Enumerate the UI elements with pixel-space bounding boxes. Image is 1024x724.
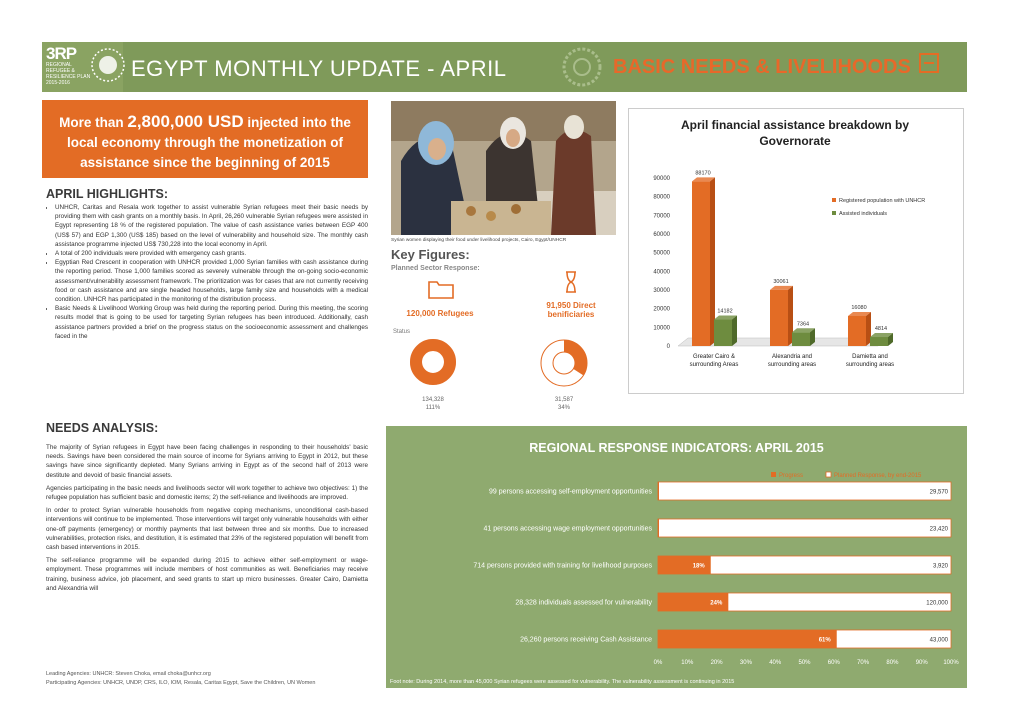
progress-label: 61%	[818, 637, 831, 644]
legend-swatch-progress	[771, 472, 776, 477]
bar-value-label: 4814	[874, 326, 888, 333]
progress-label: 24%	[710, 600, 723, 607]
highlight-amount: 2,800,000 USD	[127, 112, 244, 131]
y-tick-label: 80000	[653, 194, 670, 201]
sector-emblem-icon	[560, 45, 604, 89]
needs-analysis-text	[46, 443, 368, 653]
highlight-bullet: • A total of 200 individuals were provided with emergency cash grants.	[55, 249, 368, 258]
needs-paragraph: In order to protect Syrian vulnerable households from negative coping mechanisms, unconditional cash-based interventions will continue to be implemented. Those interventions will target only vulnerable households with either one-off payments (emergency) or monthly payments that last between three and six months. Due to increased vulnerabilities, protection risks, and destitution, it is estimated that 23% of the registered population will benefit from cash based interventions in 2015.	[46, 507, 368, 552]
x-tick-label: surrounding areas	[767, 362, 817, 368]
x-tick-label: surrounding areas	[845, 362, 895, 368]
legend-swatch	[832, 198, 836, 202]
y-tick-label: 10000	[653, 325, 670, 332]
page-title: EGYPT MONTHLY UPDATE - APRIL	[131, 56, 507, 81]
legend-label: Registered population with UNHCR	[839, 198, 926, 204]
planned-label: 23,420	[929, 526, 948, 533]
bar-value-label: 16080	[851, 304, 867, 311]
sector-small-icon	[918, 52, 940, 74]
highlight-bullet: • UNHCR, Caritas and Resala work together to assist vulnerable Syrian refugees meet their basic needs by providing them with cash grants on a monthly basis. In April, 26,260 vulnerable Syrian refugees were assisted in Egypt representing 18 % of the registered population. The value of cash assistance varies between EGP 400 (US$ 57) and EGP 1,300 (US$ 185) based on the level of vulnerability and household size. The monthly cash assistance programme injected US$ 730,228 into the local economy in April.	[55, 203, 368, 249]
hourglass-icon	[564, 271, 578, 293]
x-tick-label: surrounding Areas	[689, 362, 739, 368]
needs-paragraph: The self-reliance programme will be expanded during 2015 to achieve either self-employment or wage-employment. These programmes will include members of host communities as well. Beneficiaries may receive training, business advice, job placement, and seed grants to start up micro businesses. Greater Cairo, Damietta and Alexandria will	[46, 557, 368, 592]
x-tick-label: 50%	[798, 660, 811, 666]
photo-caption: Syrian women displaying their food under livelihood projects, Cairo, Egypt/UNHCR	[391, 238, 567, 243]
governorate-bar-chart	[628, 108, 962, 392]
highlight-bullet: • Egyptian Red Crescent in cooperation with UNHCR provided 1,000 Syrian families with cash assistance during the reporting period. Those 1,000 families scored as severely vulnerable through the on-going socio-economic assessment/vulnerability assessment framework. The prioritization was for cases that are not currently receiving food or cash assistance and are single headed households, large family size and households with a medical condition. UNHCR has participated in the monitoring of the distribution process.	[55, 258, 368, 304]
planned-label: 43,000	[929, 637, 948, 644]
bar-value-label: 88170	[695, 170, 711, 177]
indicator-label: 714 persons provided with training for livelihood purposes	[473, 562, 652, 570]
progress-bar	[658, 519, 659, 537]
x-tick-label: 80%	[886, 660, 899, 666]
legend-swatch-planned	[826, 472, 831, 477]
y-tick-label: 40000	[653, 269, 670, 276]
y-tick-label: 90000	[653, 176, 670, 182]
status-label: Status	[393, 329, 411, 335]
key-figures-title: Key Figures:	[391, 247, 470, 262]
beneficiaries-figure: 91,950 Direct benificiaries	[546, 301, 596, 319]
donut-refugees	[409, 338, 457, 386]
x-tick-label: 100%	[943, 660, 959, 666]
lead-agency-line: Leading Agencies: UNHCR: Steven Choka, email choka@unhcr.org	[46, 671, 211, 677]
planned-label: 29,570	[929, 489, 948, 496]
refugees-figure: 120,000 Refugees	[406, 309, 474, 318]
regional-indicators-chart	[386, 460, 967, 672]
y-tick-label: 50000	[653, 250, 670, 257]
sector-title: BASIC NEEDS & LIVELIHOODS	[613, 56, 911, 78]
needs-paragraph: Agencies participating in the basic needs and livelihoods sector will work together to achieve two objectives: 1) the refugee population has sufficient basic and domestic items; 2) the self-reliance and livelihoods are improved.	[46, 484, 368, 502]
bar	[770, 290, 788, 346]
x-tick-label: 70%	[857, 660, 870, 666]
x-tick-label: 20%	[710, 660, 723, 666]
legend-label-planned: Planned Response, by end-2015	[834, 473, 922, 479]
x-tick-label: Alexandria and	[771, 354, 813, 360]
bar-value-label: 14182	[717, 308, 733, 315]
logo-subtext: REGIONAL REFUGEE & RESILIENCE PLAN 2015-2016	[46, 62, 91, 86]
indicator-label: 28,328 individuals assessed for vulnerability	[515, 599, 652, 607]
bar	[692, 181, 710, 346]
governorate-chart-title: April financial assistance breakdown by Governorate	[680, 118, 910, 148]
legend-swatch	[832, 211, 836, 215]
donut-beneficiaries	[540, 339, 588, 387]
lead-agencies	[46, 670, 381, 688]
highlight-prefix: More than	[59, 115, 128, 130]
april-highlights-list	[46, 203, 368, 413]
bar-side	[732, 316, 737, 346]
logo-emblem-icon	[89, 46, 127, 84]
progress-bar	[658, 482, 659, 500]
participating-agencies-line: Participating Agencies: UNHCR, UNDP, CRS, ILO, IOM, Resala, Caritas Egypt, Save the Children, UN Women	[46, 680, 316, 686]
bar	[870, 337, 888, 346]
x-tick-label: 10%	[681, 660, 694, 666]
donut1-value: 134,328	[422, 397, 444, 403]
y-tick-label: 20000	[653, 306, 670, 313]
highlight-bullet: • Basic Needs & Livelihood Working Group was held during the reporting period. During this meeting, the scoring results model that is going to be used for targeting Syrian refugees has been introduced. Additionally, cash assistance partners provided a brief on the progress status on the socioeconomic assessment and challenges faced in the	[55, 304, 368, 341]
bar	[848, 316, 866, 346]
y-tick-label: 70000	[653, 213, 670, 220]
legend-label: Assisted individuals	[839, 211, 887, 217]
highlight-box	[42, 100, 368, 178]
indicator-label: 26,260 persons receiving Cash Assistance	[520, 636, 652, 644]
needs-analysis-heading: NEEDS ANALYSIS:	[46, 421, 159, 435]
bar	[792, 332, 810, 346]
donut2-pct: 34%	[557, 405, 570, 411]
x-tick-label: 30%	[739, 660, 752, 666]
planned-bar	[658, 519, 951, 537]
x-tick-label: 0%	[653, 660, 663, 666]
progress-bar	[658, 630, 837, 648]
indicator-label: 41 persons accessing wage employment opportunities	[483, 525, 652, 533]
footnote: Foot note: During 2014, more than 45,000 Syrian refugees were assessed for vulnerability. The vulnerability assessment is continuing in 2015	[390, 679, 735, 685]
x-tick-label: 60%	[827, 660, 840, 666]
planned-label: 3,920	[932, 563, 948, 570]
regional-indicators-title: REGIONAL RESPONSE INDICATORS: APRIL 2015	[529, 441, 824, 455]
needs-paragraph: The majority of Syrian refugees in Egypt have been facing challenges in responding to their households' basic needs. Savings have been considered the main source of income for Syrians arriving to Egypt in 2012, but these savings have since significantly depleted. Many Syrians arriving in Egypt as of the second half of 2013 were destitute and devoid of basic financial assets.	[46, 444, 368, 479]
photo-syrian-women	[391, 101, 616, 235]
planned-bar	[658, 482, 951, 500]
donut2-value: 31,587	[554, 397, 574, 403]
legend-label-progress: Progress	[779, 473, 804, 479]
x-tick-label: 40%	[769, 660, 782, 666]
planned-label: 120,000	[926, 600, 948, 607]
planned-response-label: Planned Sector Response:	[391, 265, 480, 272]
bar-value-label: 30061	[773, 278, 789, 285]
bar	[714, 320, 732, 346]
x-tick-label: Greater Cairo &	[692, 354, 736, 360]
y-tick-label: 60000	[653, 232, 670, 238]
x-tick-label: 90%	[915, 660, 928, 666]
highlight-suffix: injected into the local economy through the monetization of assistance since the beginning of 2015	[66, 115, 351, 170]
indicator-label: 99 persons accessing self-employment opportunities	[488, 488, 652, 496]
folder-icon	[428, 279, 454, 299]
donut1-pct: 111%	[425, 405, 441, 411]
bar-value-label: 7364	[796, 321, 810, 328]
y-tick-label: 0	[666, 344, 670, 350]
y-tick-label: 30000	[653, 288, 670, 294]
progress-label: 18%	[692, 563, 705, 570]
x-tick-label: Damietta and	[852, 354, 888, 360]
april-highlights-heading: APRIL HIGHLIGHTS:	[46, 187, 168, 201]
logo-text: 3RP	[46, 44, 77, 63]
